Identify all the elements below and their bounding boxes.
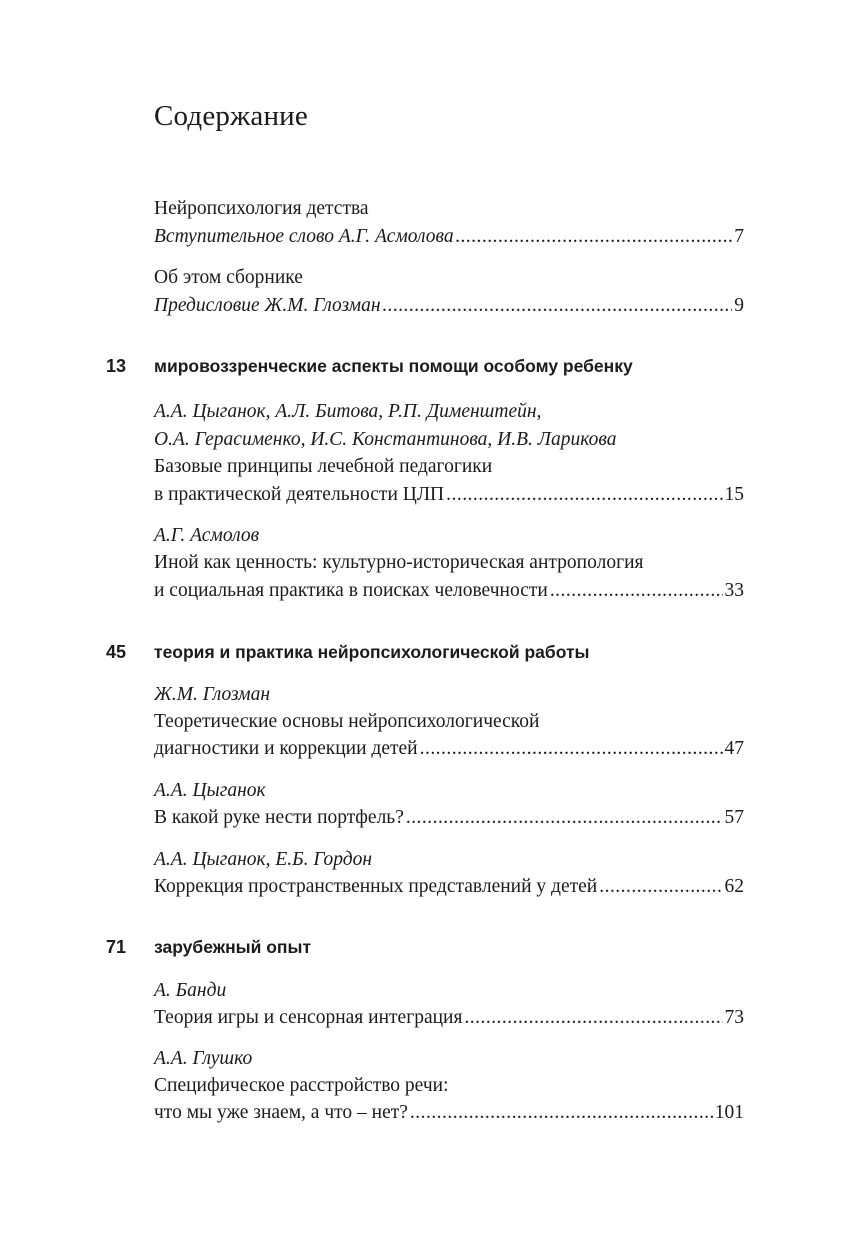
leader-dots xyxy=(406,804,723,832)
page-number: 57 xyxy=(724,807,744,828)
toc-entry-subtitle: Предисловие Ж.М. Глозман xyxy=(154,295,381,316)
entry-title-line: и социальная практика в поисках человечности xyxy=(154,580,548,601)
section-title[interactable]: мировоззренческие аспекты помощи особому ребенку xyxy=(154,356,633,376)
entry-authors: О.А. Герасименко, И.С. Константинова, И.В. Ларикова xyxy=(154,429,617,450)
page-number: 33 xyxy=(724,580,744,601)
entry-title-line: Теория игры и сенсорная интеграция xyxy=(154,1007,463,1028)
toc-entry[interactable] xyxy=(154,1004,744,1032)
toc-intro-title: Об этом сборнике xyxy=(154,267,303,288)
entry-title-line: что мы уже знаем, а что – нет? xyxy=(154,1102,408,1123)
toc-entry-subtitle: Вступительное слово А.Г. Асмолова xyxy=(154,226,454,247)
toc-entry[interactable] xyxy=(154,735,744,763)
page-number: 7 xyxy=(734,226,744,247)
entry-authors: А. Банди xyxy=(154,980,227,1001)
toc-entry[interactable] xyxy=(154,577,744,605)
entry-title-line: В какой руке нести портфель? xyxy=(154,807,404,828)
leader-dots xyxy=(456,223,733,251)
toc-entry[interactable] xyxy=(154,292,744,320)
entry-authors: А.А. Цыганок, А.Л. Битова, Р.П. Дименштейн, xyxy=(154,401,542,422)
entry-title-line: Коррекция пространственных представлений у детей xyxy=(154,876,598,897)
toc-entry[interactable] xyxy=(154,804,744,832)
section-page-number: 71 xyxy=(106,937,127,957)
toc-entry[interactable] xyxy=(154,873,744,901)
page-number: 15 xyxy=(724,484,744,505)
entry-title-line: диагностики и коррекции детей xyxy=(154,738,418,759)
entry-authors: А.А. Цыганок, Е.Б. Гордон xyxy=(154,849,373,870)
leader-dots xyxy=(446,481,722,509)
page-number: 9 xyxy=(734,295,744,316)
section-title[interactable]: теория и практика нейропсихологической работы xyxy=(154,642,590,662)
leader-dots xyxy=(420,735,723,763)
entry-title: Специфическое расстройство речи: xyxy=(154,1075,449,1096)
toc-entry[interactable] xyxy=(154,1099,744,1127)
entry-title-line: в практической деятельности ЦЛП xyxy=(154,484,445,505)
page-number: 73 xyxy=(724,1007,744,1028)
entry-authors: А.Г. Асмолов xyxy=(154,525,260,546)
page-number: 47 xyxy=(724,738,744,759)
section-page-number: 13 xyxy=(106,356,127,376)
page-number: 101 xyxy=(714,1102,744,1123)
entry-authors: А.А. Цыганок xyxy=(154,780,266,801)
section-page-number: 45 xyxy=(106,642,127,662)
leader-dots xyxy=(550,577,723,605)
leader-dots xyxy=(383,292,733,320)
toc-entry[interactable] xyxy=(154,481,744,509)
leader-dots xyxy=(410,1099,713,1127)
leader-dots xyxy=(599,873,722,901)
entry-title: Теоретические основы нейропсихологической xyxy=(154,711,540,732)
toc-intro-title: Нейропсихология детства xyxy=(154,198,369,219)
entry-title: Иной как ценность: культурно-историческая антропология xyxy=(154,552,644,573)
toc-entry[interactable] xyxy=(154,223,744,251)
leader-dots xyxy=(464,1004,722,1032)
entry-authors: А.А. Глушко xyxy=(154,1048,253,1069)
page-title: Содержание xyxy=(154,100,308,132)
entry-authors: Ж.М. Глозман xyxy=(154,684,271,705)
entry-title: Базовые принципы лечебной педагогики xyxy=(154,456,493,477)
page-number: 62 xyxy=(724,876,744,897)
section-title[interactable]: зарубежный опыт xyxy=(154,937,312,957)
